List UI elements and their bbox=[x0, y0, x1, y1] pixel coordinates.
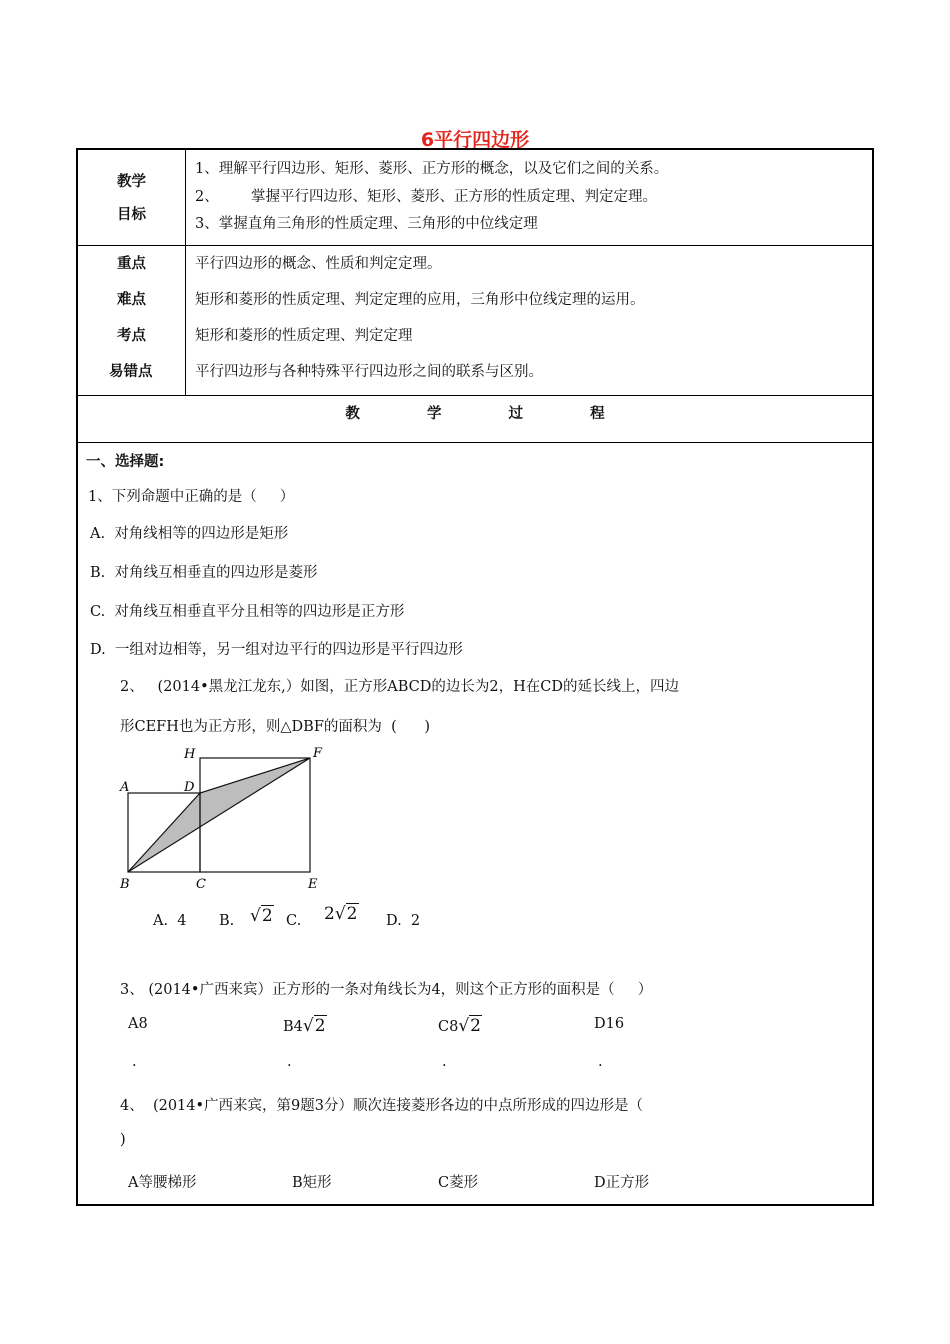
q2-stem-line2: 形CEFH也为正方形，则△DBF的面积为 ( ) bbox=[120, 719, 431, 735]
q3-option-b-text: B4 bbox=[283, 1019, 303, 1035]
key-point-text: 平行四边形的概念、性质和判定定理。 bbox=[195, 256, 442, 272]
error-prone-label: 易错点 bbox=[109, 364, 153, 380]
exam-point-label: 考点 bbox=[117, 328, 146, 344]
process-char: 教 bbox=[345, 406, 360, 422]
label-b: B bbox=[120, 877, 130, 892]
q2-geometry-figure bbox=[114, 742, 334, 892]
radicand: 2 bbox=[314, 1016, 326, 1036]
q4-option-d: D正方形 bbox=[594, 1175, 650, 1191]
q1-option-a: A. 对角线相等的四边形是矩形 bbox=[90, 526, 289, 542]
q2-option-c-value: 2√2 bbox=[324, 904, 358, 924]
q2-stem-line1: 2、 (2014•黑龙江龙东,）如图，正方形ABCD的边长为2，H在CD的延长线上，四边 bbox=[120, 679, 679, 695]
dot: . bbox=[132, 1054, 137, 1070]
label-a: A bbox=[120, 780, 130, 795]
process-char: 过 bbox=[508, 406, 524, 422]
q1-option-c: C. 对角线互相垂直平分且相等的四边形是正方形 bbox=[90, 604, 405, 620]
key-point-label: 重点 bbox=[117, 256, 146, 272]
q4-stem-line1: 4、 (2014•广西来宾，第9题3分）顺次连接菱形各边的中点所形成的四边形是（ bbox=[120, 1098, 644, 1114]
exam-point-text: 矩形和菱形的性质定理、判定定理 bbox=[195, 328, 413, 344]
radicand: 2 bbox=[470, 1016, 481, 1036]
q3-option-c-text: C8 bbox=[438, 1019, 459, 1035]
q4-option-c: C菱形 bbox=[438, 1175, 479, 1191]
row-divider bbox=[78, 245, 872, 246]
process-char: 学 bbox=[426, 406, 442, 422]
label-h: H bbox=[184, 747, 196, 762]
radicand: 2 bbox=[346, 904, 358, 924]
section-heading: 一、选择题: bbox=[86, 454, 165, 470]
objectives-label-1: 教学 bbox=[117, 174, 146, 190]
difficulty-text: 矩形和菱形的性质定理、判定定理的应用，三角形中位线定理的运用。 bbox=[195, 292, 645, 308]
q2-option-b: B. bbox=[219, 913, 235, 929]
q4-option-b: B矩形 bbox=[292, 1175, 332, 1191]
row-divider bbox=[78, 395, 872, 396]
label-d: D bbox=[184, 780, 195, 795]
objective-item: 2、 掌握平行四边形、矩形、菱形、正方形的性质定理、判定定理。 bbox=[195, 189, 657, 205]
q1-option-b: B. 对角线互相垂直的四边形是菱形 bbox=[90, 565, 318, 581]
dot: . bbox=[287, 1054, 292, 1070]
q2-option-a: A. 4 bbox=[153, 913, 187, 929]
q2-option-d: D. 2 bbox=[386, 913, 421, 929]
q3-option-b bbox=[283, 1016, 327, 1036]
q4-stem-line2: ) bbox=[120, 1132, 126, 1148]
q2-option-b-sqrt: √2 bbox=[250, 906, 273, 926]
q3-option-b-sqrt: √2 bbox=[302, 1016, 326, 1036]
q3-option-d: D16 bbox=[594, 1016, 625, 1032]
label-c: C bbox=[196, 877, 206, 892]
label-f: F bbox=[313, 746, 323, 761]
q1-stem: 1、下列命题中正确的是（ ） bbox=[88, 489, 295, 505]
q3-option-c-sqrt: √2 bbox=[458, 1016, 481, 1036]
shaded-triangle-dbf bbox=[128, 758, 310, 872]
q3-stem: 3、 (2014•广西来宾）正方形的一条对角线长为4，则这个正方形的面积是（ ） bbox=[120, 982, 653, 998]
error-prone-text: 平行四边形与各种特殊平行四边形之间的联系与区别。 bbox=[195, 364, 543, 380]
dot: . bbox=[598, 1054, 603, 1070]
dot: . bbox=[442, 1054, 447, 1070]
row-divider bbox=[78, 442, 872, 443]
lesson-table bbox=[76, 148, 874, 1206]
process-char: 程 bbox=[590, 406, 605, 422]
page-title: 6平行四边形 bbox=[420, 129, 530, 151]
objective-item: 1、理解平行四边形、矩形、菱形、正方形的概念，以及它们之间的关系。 bbox=[195, 161, 669, 177]
difficulty-label: 难点 bbox=[117, 292, 146, 308]
q2-option-c: C. bbox=[286, 913, 302, 929]
q3-option-a: A8 bbox=[128, 1016, 148, 1032]
q4-option-a: A等腰梯形 bbox=[128, 1175, 197, 1191]
process-heading bbox=[78, 402, 872, 423]
objectives-label-2: 目标 bbox=[117, 207, 146, 223]
radicand: 2 bbox=[261, 906, 273, 926]
q1-option-d: D. 一组对边相等，另一组对边平行的四边形是平行四边形 bbox=[90, 642, 463, 658]
column-divider bbox=[185, 150, 186, 395]
objective-item: 3、掌握直角三角形的性质定理、三角形的中位线定理 bbox=[195, 216, 538, 232]
q3-option-c bbox=[438, 1016, 482, 1036]
coefficient: 2 bbox=[324, 904, 335, 924]
label-e: E bbox=[308, 877, 318, 892]
